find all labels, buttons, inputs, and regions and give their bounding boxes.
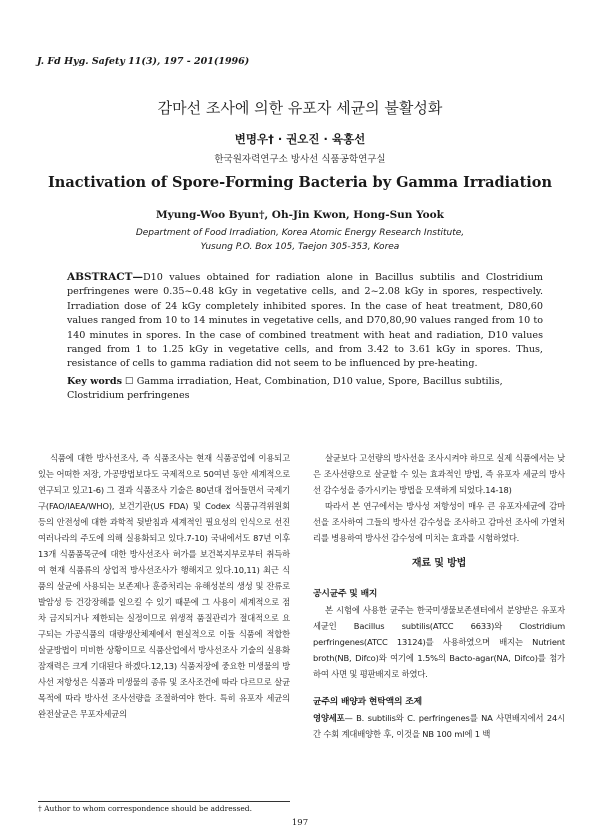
culture-text: — B. subtilis와 C. perfringenes를 NA 사면배지에서 24시간 수회 계대배양한 후, 이것을 NB 100 ml에 1 백 (313, 713, 565, 739)
footnote: † Author to whom correspondence should be addressed. (38, 804, 252, 813)
strains-paragraph: 본 시험에 사용한 균주는 한국미생물보존센터에서 분양받은 유포자 세균인 Bacillus subtilis(ATCC 6633)와 Clostridium perfringenes(ATCC 13124)를 사용하였으며 배지는 Nutrient broth(NB, Difco)와 여기에 1.5%의 Bacto-agar(NA, Difco)를 첨가하여 사면 및 평판배지로 하였다. (313, 605, 565, 679)
korean-title: 감마선 조사에 의한 유포자 세균의 불활성화 (157, 99, 443, 117)
right-column (313, 450, 565, 742)
vegetative-cell-label: 영양세포 (313, 713, 345, 723)
abstract-text: D10 values obtained for radiation alone in Bacillus subtilis and Clostridium perfringenes were 0.35~0.48 kGy in vegetative cells, and 2~2.08 kGy in spores, respectively. Irradiation dose of 24 kGy completely inhibited spores. In the case of heat treatment, D80,60 values ranged from 10 to 14 minutes in vegetative cells, and D70,80,90 values ranged from 10 to 140 minutes in spores. In the case of combined treatment with heat and radiation, D10 values ranged from 1 to 1.25 kGy in vegetative cells, and from 3.42 to 3.61 kGy in spores. Thus, resistance of cells to gamma radiation did not seem to be influenced by pre-heating. (67, 272, 543, 370)
affiliation-line-1: Department of Food Irradiation, Korea Atomic Energy Research Institute, (135, 228, 465, 238)
journal-citation: J. Fd Hyg. Safety 11(3), 197 - 201(1996) (37, 56, 250, 67)
abstract (67, 270, 543, 372)
subheading-strains: 공시균주 및 배지 (313, 589, 378, 599)
affiliation-line-2: Yusung P.O. Box 105, Taejon 305-353, Korea (200, 242, 400, 252)
section-heading: 재료 및 방법 (411, 558, 467, 569)
intro-paragraph-continued: 살균보다 고선량의 방사선을 조사시켜야 하므로 실제 식품에서는 낮은 조사선량으로 살균할 수 있는 효과적인 방법, 즉 유포자 세균의 방사선 감수성을 증가시키는 방법을 모색하게 되었다.14-18) (313, 453, 565, 495)
subheading-culture: 균주의 배양과 현탁액의 조제 (313, 697, 422, 707)
keywords-text: Gamma irradiation, Heat, Combination, D10 value, Spore, Bacillus subtilis, Clostridium perfringenes (67, 376, 503, 402)
intro-paragraph: 식품에 대한 방사선조사, 즉 식품조사는 현재 식품공업에 이용되고 있는 어떠한 저장, 가공방법보다도 국제적으로 50여년 동안 세계적으로 연구되고 있고1-6) 그 결과 식품조사 기술은 80년대 접어들면서 국제기구(FAO/IAEA/WHO), 보건기관(US FDA) 및 Codex 식품규격위원회 등의 안전성에 대한 과학적 뒷받침과 세계적인 필요성의 인식으로 선진 여러나라의 주도에 의해 실용화되고 있다.7-10) 국내에서도 87년 이후 13개 식품품목군에 대한 방사선조사 허가를 보건복지부로부터 취득하여 현재 식품류의 상업적 방사선조사가 행해지고 있다.10,11) 최근 식품의 살균에 사용되는 보존제나 훈증처리는 유해성분의 생성 및 잔류로 발암성 등 건강장해를 일으킬 수 있기 때문에 그 사용이 세계적으로 점차 금지되거나 제한되는 실정이므로 위생적 품질관리가 절대적으로 요구되는 가공식품의 대량생산체제에서 현실적으로 이들 식품에 적합한 살균방법이 미비한 상황이므로 식품산업에서 방사선조사 기술의 실용화 잠재력은 크게 기대된다 하겠다.12,13) 식품저장에 중요한 미생물의 방사선 저항성은 식품과 미생물의 종류 및 조사조건에 따라 다르므로 살균목적에 따라 방사선 조사선량을 조절하여야 한다. 특히 유포자 세균의 완전살균은 무포자세균의 (38, 453, 290, 719)
korean-authors: 변명우† · 권오진 · 육홍선 (234, 132, 366, 146)
keywords (67, 375, 543, 404)
english-title: Inactivation of Spore-Forming Bacteria by Gamma Irradiation (48, 174, 552, 191)
study-aim-paragraph: 따라서 본 연구에서는 방사성 저항성이 매우 큰 유포자세균에 감마선을 조사하여 그들의 방사선 감수성을 조사하고 감마선 조사에 가열처리를 병용하여 방사선 감수성에 미치는 효과를 시험하였다. (313, 501, 565, 543)
left-column (38, 450, 290, 722)
page-number: 197 (291, 818, 309, 828)
english-affiliation (0, 226, 600, 254)
keywords-label: Key words (67, 376, 122, 387)
checkbox-icon: ☐ (125, 376, 134, 387)
footnote-divider (38, 801, 290, 802)
culture-paragraph (313, 710, 565, 742)
english-authors: Myung-Woo Byun†, Oh-Jin Kwon, Hong-Sun Yook (156, 209, 444, 221)
korean-affiliation: 한국원자력연구소 방사선 식품공학연구실 (214, 154, 386, 165)
abstract-label: ABSTRACT— (67, 271, 143, 283)
